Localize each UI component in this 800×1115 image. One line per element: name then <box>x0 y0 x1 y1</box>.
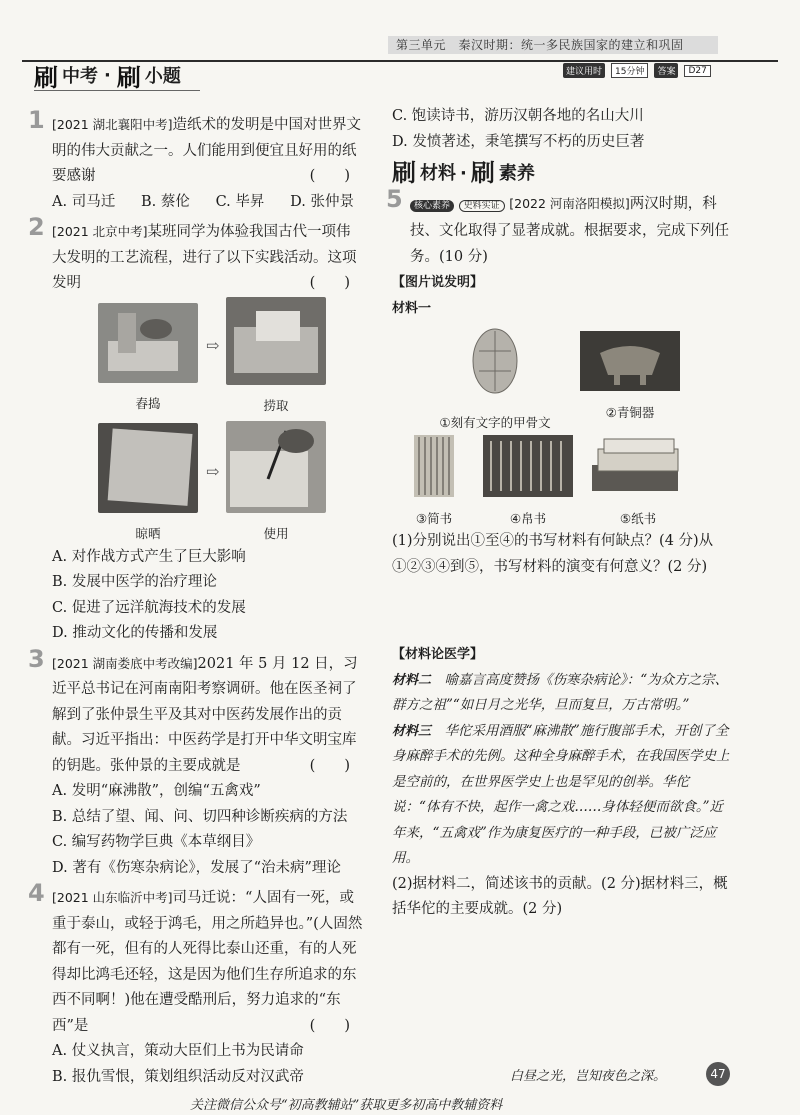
material-3-text: 华佗采用酒服“麻沸散”施行腹部手术，开创了全身麻醉手术的先例。这种全身麻醉手术，在我国医学史上是空前的，在世界医学史上也是罕见的创举。华佗说：“体有不快，起作一禽之戏……身体轻便而欲食。”近年来，“五禽戏”作为康复医疗的一种手段，已被广泛应用。 <box>392 722 730 866</box>
pounding-photo-icon <box>98 303 198 383</box>
bronze-item <box>578 331 682 425</box>
step-label: 捞取 <box>263 398 289 413</box>
time-label: 建议用时 <box>563 63 605 78</box>
question-source: [2021 山东临沂中考] <box>52 890 173 905</box>
footer-ad: 关注微信公众号“初高教辅站”获取更多初高中教辅资料 <box>190 1098 503 1113</box>
material-images <box>392 321 730 529</box>
question-number: 1 <box>28 106 45 134</box>
step-pound <box>98 303 198 417</box>
footer-quote: 白昼之光，岂知夜色之深。 <box>510 1069 667 1084</box>
sub-question-2: (2)据材料二，简述该书的贡献。(2 分)据材料三，概括华佗的主要成就。(2 分) <box>392 875 728 917</box>
item-caption: ③简书 <box>415 510 453 526</box>
question-number: 5 <box>386 184 403 213</box>
option-a[interactable]: A. 司马迁 <box>52 193 116 210</box>
scooping-photo-icon <box>226 297 326 385</box>
question-text: 司马迁说：“人固有一死，或重于泰山，或轻于鸿毛，用之所趋异也。”(人固然都有一死，但有的人死得比泰山还重，有的人死得却比鸿毛还轻，这是因为他们生存所追求的东西不同啊！)他在遭受酷刑后，努力追求的“东西”是 <box>52 890 363 1034</box>
answer-paren: ( ) <box>309 275 350 291</box>
option-a[interactable]: A. 对作战方式产生了巨大影响 <box>52 548 246 565</box>
left-column <box>28 106 364 1090</box>
option-b[interactable]: B. 蔡伦 <box>140 193 190 210</box>
time-value: 15分钟 <box>611 63 648 78</box>
section-brand-top: 刷 中考 · 刷 小题 <box>34 63 181 92</box>
material-1-label: 材料一 <box>392 300 432 316</box>
step-label: 舂捣 <box>135 396 161 411</box>
options <box>52 190 364 216</box>
question-number: 3 <box>28 644 45 673</box>
bamboo-slips-icon <box>414 435 454 497</box>
core-literacy-badge: 核心素养 <box>410 200 454 212</box>
process-images <box>52 297 364 545</box>
option-b[interactable]: B. 发展中医学的治疗理论 <box>52 574 217 590</box>
question-number: 4 <box>28 879 45 907</box>
item-caption: ⑤纸书 <box>619 510 657 526</box>
option-b[interactable]: B. 报仇雪恨，策划组织活动反对汉武帝 <box>52 1068 304 1085</box>
question-source: [2021 湖南娄底中考改编] <box>52 655 198 671</box>
arrow-right-icon: ⇨ <box>206 335 220 355</box>
brand-underline <box>34 90 200 91</box>
option-d[interactable]: D. 推动文化的传播和发展 <box>52 625 218 641</box>
silk-scroll-icon <box>483 435 573 497</box>
sub-question-1: (1)分别说出①至④的书写材料有何缺点？(4 分)从①②③④到⑤，书写材料的演变有何意义？(2 分) <box>392 533 714 575</box>
material-3-label: 材料三 <box>392 723 432 739</box>
option-b[interactable]: B. 总结了望、闻、问、切四种诊断疾病的方法 <box>52 808 348 825</box>
question-text: 某班同学为体验我国古代一项伟大发明的工艺流程，进行了以下实践活动。这项发明 <box>52 224 357 291</box>
answer-paren: ( ) <box>309 757 350 774</box>
question-source: [2022 河南洛阳模拟] <box>509 195 630 211</box>
material-3 <box>392 719 730 872</box>
answer-space <box>392 580 730 642</box>
question-5 <box>386 184 730 271</box>
right-column <box>386 104 730 923</box>
question-text: 造纸术的发明是中国对世界文明的伟大贡献之一。人们能用到便宜且好用的纸要感谢 <box>52 117 362 184</box>
option-d[interactable]: D. 发愤著述，秉笔撰写不朽的历史巨著 <box>392 133 645 150</box>
material-2-label: 材料二 <box>392 672 432 688</box>
option-a[interactable]: A. 仗义执言，策动大臣们上书为民请命 <box>52 1043 304 1059</box>
part2-title: 【材料论医学】 <box>392 647 484 662</box>
option-d[interactable]: D. 著有《伤寒杂病论》，发展了“治未病”理论 <box>52 859 341 876</box>
question-source: [2021 湖北襄阳中考] <box>52 117 173 132</box>
question-1 <box>28 106 364 215</box>
question-2 <box>28 213 364 647</box>
option-c[interactable]: C. 编写药物学巨典《本草纲目》 <box>52 834 261 850</box>
step-dry <box>98 423 198 547</box>
answer-value: D27 <box>684 65 710 77</box>
oracle-bone-icon <box>465 321 525 401</box>
option-c[interactable]: C. 促进了远洋航海技术的发展 <box>52 599 246 616</box>
unit-title: 第三单元 秦汉时期：统一多民族国家的建立和巩固 <box>388 36 718 54</box>
question-number: 2 <box>28 213 45 241</box>
item-caption: ④帛书 <box>509 510 547 526</box>
drying-photo-icon <box>98 423 198 513</box>
answer-paren: ( ) <box>309 1017 350 1034</box>
item-caption: ①刻有文字的甲骨文 <box>439 414 551 430</box>
evidence-badge: 史料实证 <box>459 200 505 212</box>
option-c[interactable]: C. 饱读诗书，游历汉朝各地的名山大川 <box>392 108 644 124</box>
answer-paren: ( ) <box>309 168 350 184</box>
arrow-right-icon: ⇨ <box>206 461 220 481</box>
silk-item <box>478 435 578 531</box>
paper-item <box>588 435 688 531</box>
answer-label: 答案 <box>654 63 678 78</box>
material-2 <box>392 668 730 719</box>
meta-info <box>563 63 711 78</box>
step-label: 使用 <box>263 526 289 541</box>
section-brand-material: 刷 材料 · 刷 素养 <box>392 159 535 187</box>
option-d[interactable]: D. 张仲景 <box>290 193 354 210</box>
question-3 <box>28 644 364 882</box>
writing-photo-icon <box>226 421 326 513</box>
option-a[interactable]: A. 发明“麻沸散”，创编“五禽戏” <box>52 783 261 799</box>
step-use <box>226 421 326 547</box>
item-caption: ②青铜器 <box>605 404 655 420</box>
bronze-vessel-icon <box>580 331 680 391</box>
question-text: 两汉时期，科技、文化取得了显著成就。根据要求，完成下列任务。(10 分) <box>410 195 729 265</box>
question-4 <box>28 879 364 1090</box>
bamboo-item <box>402 435 466 531</box>
question-text: 2021 年 5 月 12 日，习近平总书记在河南南阳考察调研。他在医圣祠了解到了张仲景生平及其对中医药发展作出的贡献。习近平指出：中医药学是打开中华文明宝库的钥匙。张仲景的主要成就是 <box>52 655 358 774</box>
part1-title: 【图片说发明】 <box>392 275 484 290</box>
paper-book-icon <box>588 435 688 497</box>
material-2-text: 喻嘉言高度赞扬《伤寒杂病论》：“为众方之宗、群方之祖”“如日月之光华，旦而复旦，万古常明。” <box>392 671 729 713</box>
question-source: [2021 北京中考] <box>52 224 148 239</box>
step-scoop <box>226 297 326 419</box>
oracle-bone-item <box>430 321 560 435</box>
page-number: 47 <box>706 1062 730 1086</box>
step-label: 晾晒 <box>135 526 161 541</box>
option-c[interactable]: C. 毕昇 <box>215 193 265 210</box>
